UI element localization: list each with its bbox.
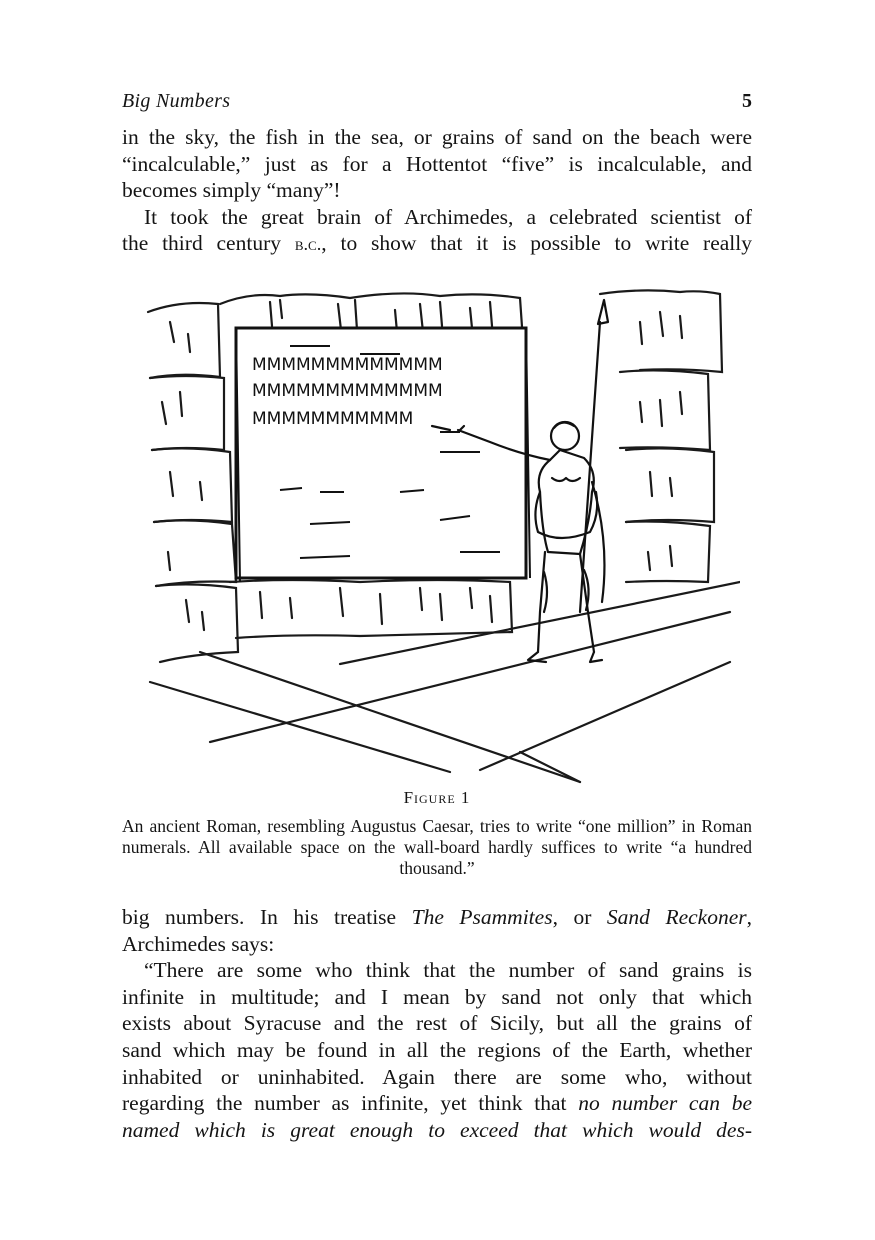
era-abbreviation: b.c. xyxy=(294,234,322,255)
paragraph-line: Archimedes says: xyxy=(122,931,275,956)
text-span: , or xyxy=(552,905,607,929)
figure-label: Figure 1 xyxy=(403,788,471,807)
quote-line xyxy=(122,1090,752,1117)
board-row: MMMMMMMMMMMMM xyxy=(252,355,443,375)
quote-line: inhabited or uninhabited. Again there are some who, without xyxy=(122,1064,752,1089)
text-span: the third century xyxy=(122,231,295,256)
text-block-bottom xyxy=(122,904,752,1143)
board-row: MMMMMMMMMMM xyxy=(252,409,414,429)
text-span: , xyxy=(746,905,752,929)
quote-line: “There are some who think that the number of sand grains is xyxy=(144,958,752,983)
quote-line xyxy=(122,1117,752,1144)
figure-illustration xyxy=(140,282,740,787)
paragraph-line xyxy=(122,230,752,258)
caption-text: An ancient Roman, resembling Augustus Caesar, tries to write “one million” in Roman numerals. All available space on the wall-board hardly suffices to write “a hundred thousand.” xyxy=(122,816,752,878)
paragraph-line: It took the great brain of Archimedes, a celebrated scientist of xyxy=(144,204,752,229)
text-block-top xyxy=(122,124,752,258)
emphasis: no number can be xyxy=(578,1091,753,1116)
text-span: , to show that it is possible to write really xyxy=(321,231,753,256)
roman-illustration xyxy=(140,282,740,787)
text-span: regarding the number as infinite, yet think that xyxy=(122,1091,579,1116)
board-row: MMMMMMMMMMMMM xyxy=(252,381,443,401)
quote-line: infinite in multitude; and I mean by sand not only that which xyxy=(122,984,752,1009)
paragraph-line xyxy=(122,904,752,931)
text-span: big numbers. In his treatise xyxy=(122,905,412,929)
paragraph-line: becomes simply “many”! xyxy=(122,178,341,203)
quote-line: exists about Syracuse and the rest of Sicily, but all the grains of xyxy=(122,1011,752,1036)
emphasis: named which is great enough to exceed that which would des- xyxy=(122,1117,752,1142)
paragraph-line: in the sky, the fish in the sea, or grains of sand on the beach were xyxy=(122,125,752,149)
book-title: Sand Reckoner xyxy=(606,905,747,929)
paragraph-line: “incalculable,” just as for a Hottentot “five” is incalculable, and xyxy=(122,151,752,176)
figure-caption xyxy=(122,816,752,879)
running-head: Big Numbers xyxy=(122,90,231,112)
quote-line: sand which may be found in all the regions of the Earth, whether xyxy=(122,1037,752,1062)
book-title: The Psammites xyxy=(411,905,553,929)
page-number: 5 xyxy=(742,90,752,112)
page-header xyxy=(122,90,752,120)
